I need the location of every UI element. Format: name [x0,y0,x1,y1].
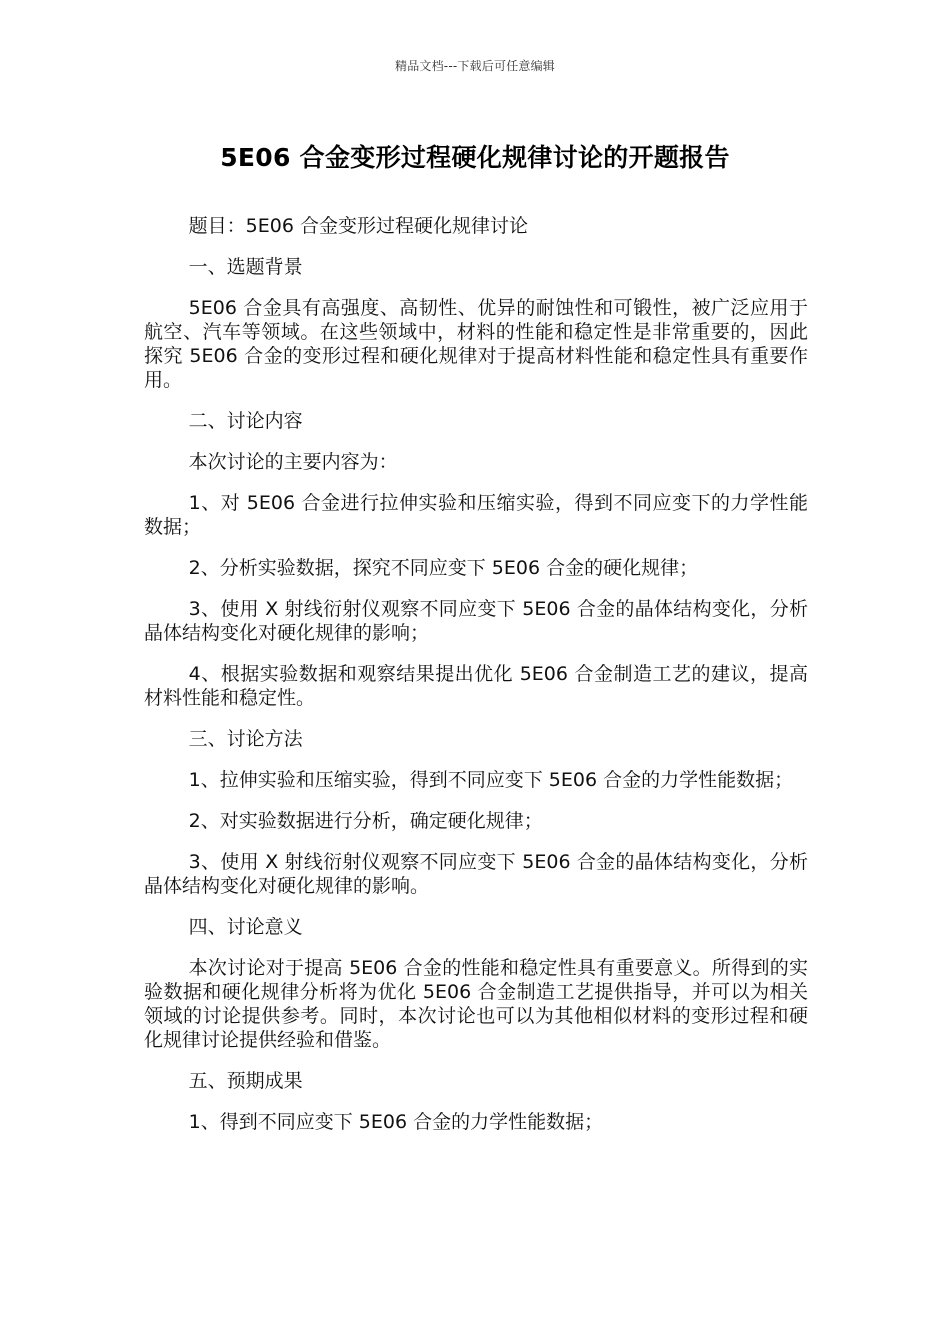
section-heading-methods: 三、讨论方法 [188,728,303,750]
section-heading-outcomes: 五、预期成果 [188,1070,303,1092]
document-title: 5E06 合金变形过程硬化规律讨论的开题报告 [220,143,730,172]
significance-paragraph: 本次讨论对于提高 5E06 合金的性能和稳定性具有重要意义。所得到的实验数据和硬化规律分析将为优化 5E06 合金制造工艺提供指导，并可以为相关领域的讨论提供参考。同时，本次讨论也可以为其他相似材料的变形过程和硬化规律讨论提供经验和借鉴。 [144,957,808,1051]
method-item-2: 2、对实验数据进行分析，确定硬化规律； [188,810,543,832]
document-body [144,214,808,1151]
section-heading-content: 二、讨论内容 [188,410,303,432]
content-item-3: 3、使用 X 射线衍射仪观察不同应变下 5E06 合金的晶体结构变化，分析晶体结构变化对硬化规律的影响； [144,598,808,644]
content-item-2: 2、分析实验数据，探究不同应变下 5E06 合金的硬化规律； [188,557,699,579]
page-header: 精品文档---下载后可任意编辑 [395,59,555,73]
section-heading-background: 一、选题背景 [188,256,303,278]
background-paragraph: 5E06 合金具有高强度、高韧性、优异的耐蚀性和可锻性，被广泛应用于航空、汽车等领域。在这些领域中，材料的性能和稳定性是非常重要的，因此探究 5E06 合金的变形过程和硬化规律对于提高材料性能和稳定性具有重要作用。 [144,297,808,391]
subject-line: 题目：5E06 合金变形过程硬化规律讨论 [188,215,528,237]
content-item-1: 1、对 5E06 合金进行拉伸实验和压缩实验，得到不同应变下的力学性能数据； [144,492,808,538]
method-item-3: 3、使用 X 射线衍射仪观察不同应变下 5E06 合金的晶体结构变化，分析晶体结构变化对硬化规律的影响。 [144,851,808,897]
content-item-4: 4、根据实验数据和观察结果提出优化 5E06 合金制造工艺的建议，提高材料性能和稳定性。 [144,663,808,709]
section-heading-significance: 四、讨论意义 [188,916,303,938]
content-intro: 本次讨论的主要内容为： [188,451,398,473]
outcome-item-1: 1、得到不同应变下 5E06 合金的力学性能数据； [188,1111,604,1133]
method-item-1: 1、拉伸实验和压缩实验，得到不同应变下 5E06 合金的力学性能数据； [188,769,794,791]
